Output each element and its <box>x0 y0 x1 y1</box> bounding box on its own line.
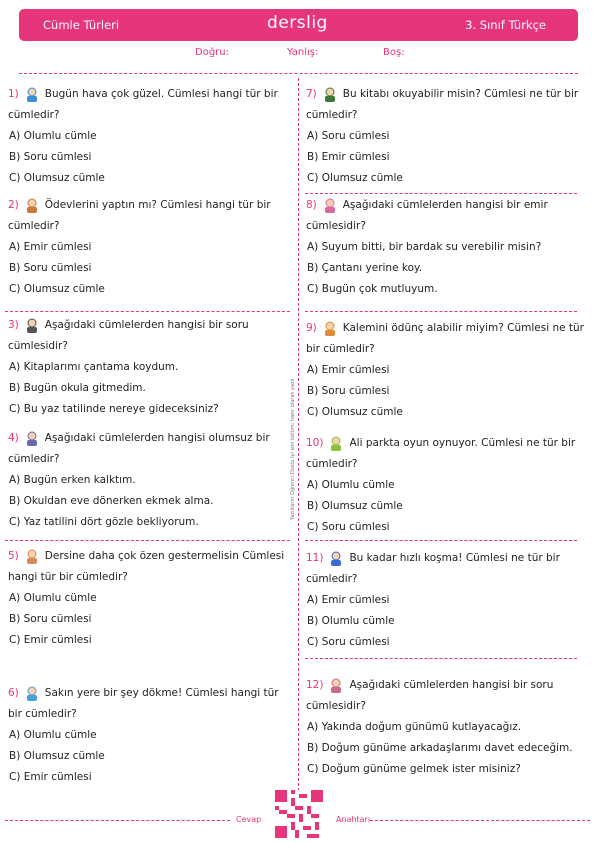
question-4 <box>8 428 270 533</box>
student-icon <box>22 197 42 214</box>
question-text: Dersine daha çok özen gestermelisin Cümlesi <box>44 550 285 562</box>
answer-option[interactable]: B) Bugün okula gitmedim. <box>9 382 146 394</box>
question-stem <box>8 315 249 336</box>
answer-option[interactable]: B) Olumsuz cümle <box>307 500 403 512</box>
question-1 <box>8 84 278 189</box>
question-number: 9) <box>306 322 317 334</box>
answer-option[interactable]: A) Suyum bitti, bir bardak su verebilir misin? <box>307 241 542 253</box>
answer-option[interactable]: C) Olumsuz cümle <box>9 283 105 295</box>
question-8 <box>306 195 548 300</box>
answer-option[interactable]: A) Emir cümlesi <box>307 364 390 376</box>
answer-option[interactable]: A) Olumlu cümle <box>9 130 97 142</box>
question-text-cont: cümledir? <box>8 109 60 121</box>
question-text-cont: bir cümledir? <box>8 708 77 720</box>
question-text: Aşağıdaki cümlelerden hangisi olumsuz bir <box>44 432 270 444</box>
wrong-label: Yanlış: <box>287 47 319 58</box>
question-9 <box>306 318 584 423</box>
question-stem <box>306 84 578 105</box>
page-header <box>19 9 578 41</box>
question-text-cont: cümledir? <box>306 109 358 121</box>
mess-icon <box>22 685 42 702</box>
birthday-girl-icon <box>326 677 346 694</box>
row-divider <box>305 193 577 194</box>
answer-option[interactable]: A) Soru cümlesi <box>307 130 390 142</box>
footer-line-left <box>5 820 230 821</box>
answer-option[interactable]: B) Soru cümlesi <box>9 151 92 163</box>
girl-icon <box>320 197 340 214</box>
question-number: 5) <box>8 550 19 562</box>
reader-icon <box>320 86 340 103</box>
key-label: Anahtarı <box>336 815 371 824</box>
answer-option[interactable]: A) Olumlu cümle <box>9 592 97 604</box>
question-text-cont: bir cümledir? <box>306 343 375 355</box>
question-number: 11) <box>306 552 324 564</box>
question-text: Ali parkta oyun oynuyor. Cümlesi ne tür bir <box>349 437 576 449</box>
correct-label: Doğru: <box>195 47 229 58</box>
question-text: Bugün hava çok güzel. Cümlesi hangi tür bir <box>44 88 278 100</box>
question-stem <box>8 428 270 449</box>
answer-option[interactable]: C) Bu yaz tatilinde nereye gideceksiniz? <box>9 403 219 415</box>
question-text: Bu kitabı okuyabilir misin? Cümlesi ne tür bir <box>342 88 579 100</box>
question-text-cont: cümledir? <box>306 458 358 470</box>
question-6 <box>8 683 279 788</box>
answer-option[interactable]: A) Emir cümlesi <box>9 241 92 253</box>
question-stem <box>8 195 271 216</box>
park-icon <box>326 435 346 452</box>
row-divider <box>5 311 290 312</box>
question-stem <box>8 546 284 567</box>
answer-option[interactable]: B) Soru cümlesi <box>9 262 92 274</box>
brand-logo: derslig <box>267 13 328 33</box>
answer-option[interactable]: B) Doğum günüme arkadaşlarımı davet edeceğim. <box>307 742 573 754</box>
answer-option[interactable]: C) Soru cümlesi <box>307 636 390 648</box>
question-stem <box>306 318 584 339</box>
eyes-icon <box>22 317 42 334</box>
answer-option[interactable]: C) Bugün çok mutluyum. <box>307 283 438 295</box>
row-divider <box>305 311 577 312</box>
answer-option[interactable]: A) Emir cümlesi <box>307 594 390 606</box>
question-3 <box>8 315 249 420</box>
landscape-icon <box>22 86 42 103</box>
qr-code[interactable] <box>275 790 323 838</box>
question-11 <box>306 548 560 653</box>
answer-option[interactable]: A) Bugün erken kalktım. <box>9 474 136 486</box>
side-note: Yazılıların Oğrenci Dostu İyi son bölüm; hazır olarak yazıl <box>290 378 296 520</box>
question-text-cont: cümlesidir? <box>306 700 366 712</box>
desk-student-icon <box>22 548 42 565</box>
row-divider <box>305 540 577 541</box>
question-text-cont: cümledir? <box>8 220 60 232</box>
question-7 <box>306 84 578 189</box>
answer-option[interactable]: A) Kitaplarımı çantama koydum. <box>9 361 179 373</box>
answer-option[interactable]: A) Olumlu cümle <box>9 729 97 741</box>
question-5 <box>8 546 284 651</box>
question-text-cont: cümlesidir? <box>306 220 366 232</box>
grade-subject: 3. Sınıf Türkçe <box>465 18 546 32</box>
footer-line-right <box>370 820 590 821</box>
answer-option[interactable]: B) Olumlu cümle <box>307 615 395 627</box>
question-text-cont: cümledir? <box>306 573 358 585</box>
answer-option[interactable]: B) Soru cümlesi <box>307 385 390 397</box>
question-text: Aşağıdaki cümlelerden hangisi bir emir <box>342 199 548 211</box>
question-text: Kalemini ödünç alabilir miyim? Cümlesi ne tür <box>342 322 584 334</box>
question-10 <box>306 433 575 538</box>
question-stem <box>8 683 279 704</box>
answer-option[interactable]: C) Yaz tatilini dört gözle bekliyorum. <box>9 516 199 528</box>
question-text: Bu kadar hızlı koşma! Cümlesi ne tür bir <box>349 552 560 564</box>
column-divider <box>298 78 299 806</box>
empty-label: Boş: <box>383 47 405 58</box>
question-text-cont: cümlesidir? <box>8 340 68 352</box>
question-number: 8) <box>306 199 317 211</box>
header-divider <box>19 73 578 74</box>
answer-option[interactable]: B) Emir cümlesi <box>307 151 390 163</box>
question-text: Aşağıdaki cümlelerden hangisi bir soru <box>44 319 249 331</box>
answer-option[interactable]: A) Yakında doğum günümü kutlayacağız. <box>307 721 522 733</box>
question-stem <box>306 548 560 569</box>
row-divider <box>5 540 290 541</box>
answer-option[interactable]: B) Çantanı yerine koy. <box>307 262 423 274</box>
answer-option[interactable]: C) Doğum günüme gelmek ister misiniz? <box>307 763 521 775</box>
answer-option[interactable]: B) Okuldan eve dönerken ekmek alma. <box>9 495 214 507</box>
question-number: 6) <box>8 687 19 699</box>
answer-option[interactable]: C) Soru cümlesi <box>307 521 390 533</box>
question-text: Aşağıdaki cümlelerden hangisi bir soru <box>349 679 554 691</box>
question-stem <box>306 675 573 696</box>
row-divider <box>305 658 577 659</box>
question-number: 12) <box>306 679 324 691</box>
question-stem <box>306 195 548 216</box>
question-number: 10) <box>306 437 324 449</box>
answer-option[interactable]: A) Olumlu cümle <box>307 479 395 491</box>
answers-label: Cevap <box>236 815 262 824</box>
girl-pencil-icon <box>320 320 340 337</box>
question-text-cont: cümledir? <box>8 453 60 465</box>
question-stem <box>8 84 278 105</box>
topic-title: Cümle Türleri <box>43 18 120 32</box>
question-12 <box>306 675 573 780</box>
question-text: Ödevlerini yaptın mı? Cümlesi hangi tür bir <box>44 199 271 211</box>
question-text-cont: hangi tür bir cümledir? <box>8 571 128 583</box>
answer-option[interactable]: B) Soru cümlesi <box>9 613 92 625</box>
answer-option[interactable]: C) Olumsuz cümle <box>307 406 403 418</box>
answer-option[interactable]: B) Olumsuz cümle <box>9 750 105 762</box>
question-number: 3) <box>8 319 19 331</box>
question-number: 4) <box>8 432 19 444</box>
answer-option[interactable]: C) Olumsuz cümle <box>9 172 105 184</box>
question-text: Sakın yere bir şey dökme! Cümlesi hangi tür <box>44 687 279 699</box>
answer-option[interactable]: C) Emir cümlesi <box>9 634 92 646</box>
magnifier-icon <box>22 430 42 447</box>
answer-option[interactable]: C) Emir cümlesi <box>9 771 92 783</box>
question-number: 2) <box>8 199 19 211</box>
question-number: 7) <box>306 88 317 100</box>
question-stem <box>306 433 575 454</box>
question-2 <box>8 195 271 300</box>
runner-icon <box>326 550 346 567</box>
answer-option[interactable]: C) Olumsuz cümle <box>307 172 403 184</box>
question-number: 1) <box>8 88 19 100</box>
